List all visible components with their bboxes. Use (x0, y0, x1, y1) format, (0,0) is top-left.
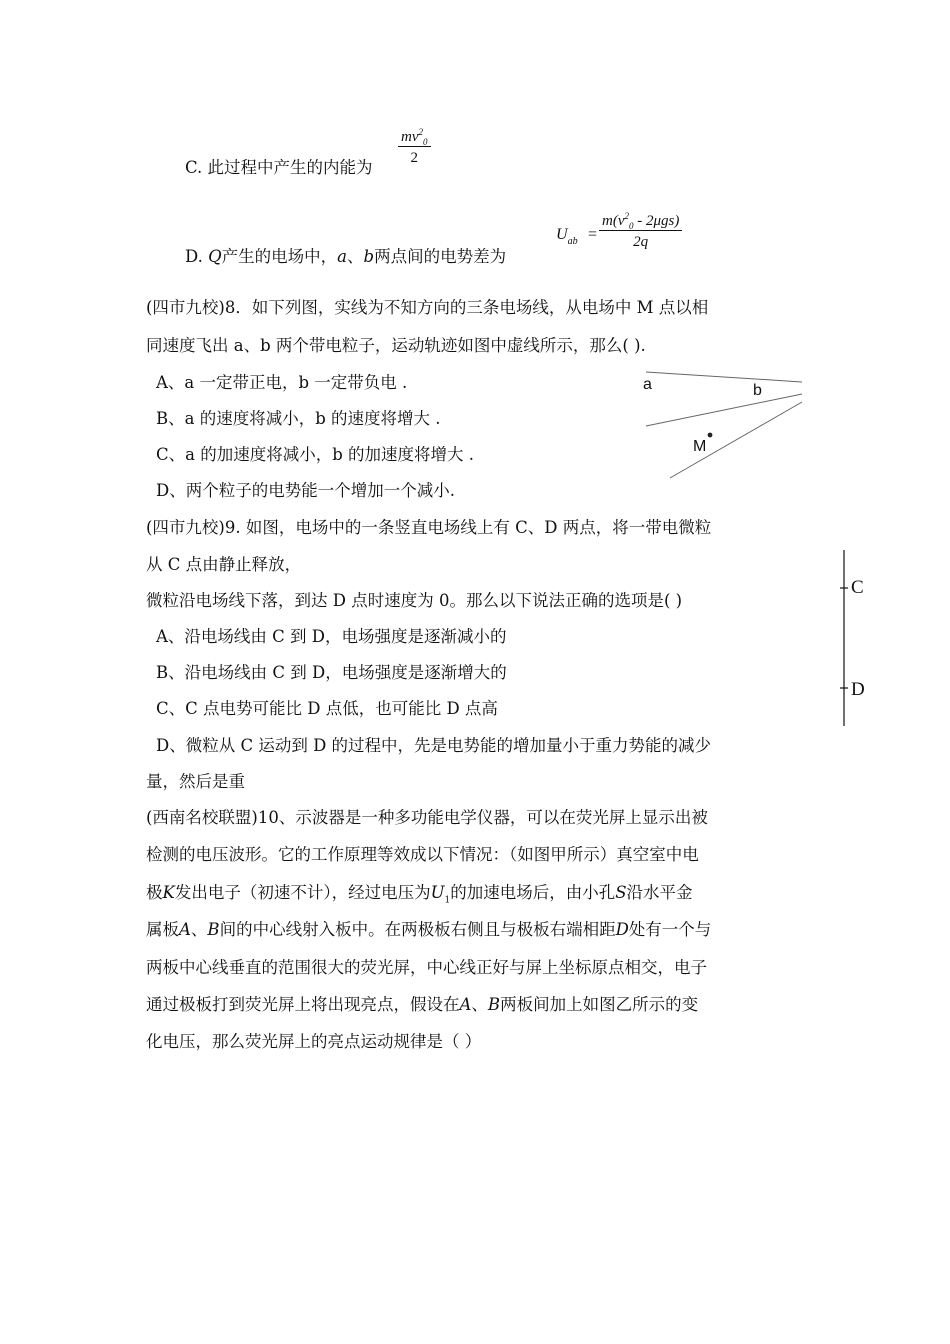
q10-line-3: 极K发出电子（初速不计），经过电压为$U_1$的加速电场后，由小孔S沿水平金 (146, 883, 693, 906)
fraction-denominator: 2q (599, 230, 682, 251)
q9-option-c: C、C 点电势可能比 D 点低，也可能比 D 点高 (156, 699, 498, 718)
q9-label-d: D (851, 679, 865, 700)
q8-option-b: B、a 的速度将减小，b 的速度将增大 . (156, 409, 441, 428)
q7-potential-symbol: $U_{ab}$ (556, 226, 578, 247)
point-m-dot (708, 433, 713, 438)
fraction-numerator: $mv^2_0$ (401, 127, 428, 147)
q9-option-b: B、沿电场线由 C 到 D，电场强度是逐渐增大的 (156, 663, 507, 682)
q9-option-a: A、沿电场线由 C 到 D，电场强度是逐渐减小的 (156, 627, 507, 646)
q8-label-b: b (753, 382, 762, 399)
q8-field-lines-figure (636, 366, 806, 486)
q9-stem-line-3: 微粒沿电场线下落，到达 D 点时速度为 0。那么以下说法正确的选项是( ) (146, 591, 683, 610)
q8-stem-line-2: 同速度飞出 a、b 两个带电粒子，运动轨迹如图中虚线所示，那么( ). (146, 336, 646, 355)
q7-option-c: C. 此过程中产生的内能为 (185, 158, 373, 177)
q7-option-d-fraction (599, 212, 682, 251)
q9-label-c: C (851, 577, 864, 598)
q8-label-m: M (693, 438, 707, 455)
q7-equals-sign: = (588, 226, 598, 243)
q10-line-6: 通过极板打到荧光屏上将出现亮点，假设在A、B两板间加上如图乙所示的变 (146, 995, 699, 1014)
q10-line-7: 化电压，那么荧光屏上的亮点运动规律是（ ） (146, 1032, 482, 1051)
fraction-denominator: 2 (398, 146, 431, 167)
q9-vertical-field-line (836, 548, 852, 728)
q8-option-a: A、a 一定带正电，b 一定带负电 . (156, 373, 408, 392)
q8-stem-line-1: (四市九校)8．如下列图，实线为不知方向的三条电场线，从电场中 M 点以相 (146, 298, 709, 317)
q9-option-d-line-1: D、微粒从 C 运动到 D 的过程中，先是电势能的增加量小于重力势能的减少 (156, 736, 712, 755)
q7-option-c-fraction (398, 128, 431, 167)
q8-option-d: D、两个粒子的电势能一个增加一个减小. (156, 481, 455, 500)
fraction-numerator: $m(v^2_0 - 2\mu gs)$ (602, 211, 680, 231)
field-line-bottom (670, 402, 802, 478)
q9-stem-line-1: (四市九校)9. 如图，电场中的一条竖直电场线上有 C、D 两点，将一带电微粒 (146, 518, 712, 537)
q9-option-d-line-2: 量，然后是重 (146, 772, 245, 791)
field-line-middle (646, 394, 802, 426)
q8-label-a: a (643, 376, 652, 393)
q9-stem-line-2: 从 C 点由静止释放， (146, 555, 302, 574)
field-line-top (646, 372, 802, 382)
q8-option-c: C、a 的加速度将减小，b 的加速度将增大 . (156, 445, 475, 464)
q10-line-2: 检测的电压波形。它的工作原理等效成以下情况：（如图甲所示）真空室中电 (146, 845, 699, 864)
q10-line-5: 两板中心线垂直的范围很大的荧光屏，中心线正好与屏上坐标原点相交，电子 (146, 958, 707, 977)
q10-line-1: (西南名校联盟)10、示波器是一种多功能电学仪器，可以在荧光屏上显示出被 (146, 808, 708, 827)
q7-option-d: D. Q产生的电场中，a、b两点间的电势差为 (185, 247, 507, 266)
q10-line-4: 属板A、B间的中心线射入板中。在两极板右侧且与极板右端相距D处有一个与 (146, 920, 712, 939)
